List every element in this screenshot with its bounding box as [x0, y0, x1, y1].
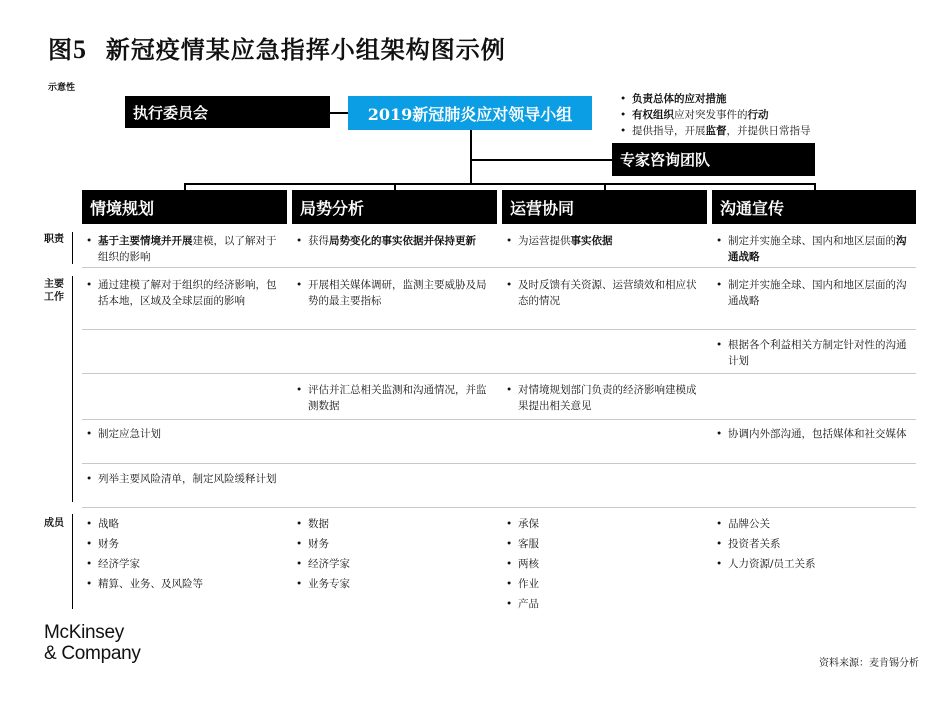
work-cell: • 通过建模了解对于组织的经济影响，包括本地，区域及全球层面的影响	[82, 277, 280, 309]
member-item: • 财务	[82, 534, 280, 554]
connector-drop-1	[184, 183, 186, 190]
member-item: • 战略	[82, 514, 280, 534]
duty-cell: • 制定并实施全球、国内和地区层面的沟通战略	[712, 233, 910, 265]
row-separator	[82, 373, 916, 374]
members-cell	[712, 514, 910, 574]
member-item: • 财务	[292, 534, 490, 554]
row-bracket-main-work	[72, 276, 73, 502]
work-cell: • 根据各个利益相关方制定针对性的沟通计划	[712, 337, 910, 369]
work-cell: • 列举主要风险清单，制定风险缓释计划	[82, 471, 280, 487]
duty-cell: • 获得局势变化的事实依据并保持更新	[292, 233, 490, 249]
duty-cell: • 为运营提供事实依据	[502, 233, 700, 249]
responsibility-item: • 有权组织应对突发事件的行动	[618, 107, 908, 123]
column-header-situation-analysis: 局势分析	[292, 190, 497, 224]
member-item: • 人力资源/员工关系	[712, 554, 910, 574]
member-item: • 作业	[502, 574, 700, 594]
member-item: • 两核	[502, 554, 700, 574]
work-cell: • 制定并实施全球、国内和地区层面的沟通战略	[712, 277, 910, 309]
row-label-duties: 职责	[44, 234, 64, 245]
column-header-scenario-planning: 情境规划	[82, 190, 287, 224]
responsibility-item: • 负责总体的应对措施	[618, 91, 908, 107]
mckinsey-logo: McKinsey & Company	[44, 622, 141, 664]
source-note: 资料来源：麦肯锡分析	[819, 658, 919, 669]
row-label-members: 成员	[44, 518, 64, 529]
row-label-main-work: 主要 工作	[44, 279, 64, 303]
member-item: • 产品	[502, 594, 700, 614]
member-item: • 经济学家	[292, 554, 490, 574]
page-title: 图5 新冠疫情某应急指挥小组架构图示例	[48, 35, 506, 64]
connector-exec-lead	[330, 112, 348, 114]
row-separator	[82, 463, 916, 464]
work-cell: • 及时反馈有关资源、运营绩效和相应状态的情况	[502, 277, 700, 309]
responsibility-item: • 提供指导，开展监督，并提供日常指导	[618, 123, 908, 139]
member-item: • 精算、业务、及风险等	[82, 574, 280, 594]
member-item: • 数据	[292, 514, 490, 534]
row-bracket-members	[72, 514, 73, 609]
work-cell: • 对情境规划部门负责的经济影响建模成果提出相关意见	[502, 382, 700, 414]
members-cell	[82, 514, 280, 594]
row-separator	[82, 267, 916, 268]
member-item: • 品牌公关	[712, 514, 910, 534]
row-separator	[82, 419, 916, 420]
work-cell: • 评估并汇总相关监测和沟通情况，并监测数据	[292, 382, 490, 414]
expert-team-box: 专家咨询团队	[612, 143, 815, 176]
column-header-operations: 运营协同	[502, 190, 707, 224]
member-item: • 投资者关系	[712, 534, 910, 554]
member-item: • 业务专家	[292, 574, 490, 594]
connector-expert	[470, 159, 612, 161]
connector-drop-2	[394, 183, 396, 190]
duty-cell: • 基于主要情境并开展建模，以了解对于组织的影响	[82, 233, 280, 265]
members-cell	[292, 514, 490, 594]
connector-drop-4	[814, 183, 816, 190]
work-cell: • 协调内外部沟通，包括媒体和社交媒体	[712, 426, 910, 442]
work-cell: • 开展相关媒体调研，监测主要威胁及局势的最主要指标	[292, 277, 490, 309]
row-separator	[82, 329, 916, 330]
member-item: • 客服	[502, 534, 700, 554]
connector-vertical-main	[470, 130, 472, 184]
work-cell: • 制定应急计划	[82, 426, 280, 442]
connector-drop-3	[604, 183, 606, 190]
members-cell	[502, 514, 700, 614]
leading-group-box: 2019新冠肺炎应对领导小组	[348, 96, 592, 130]
connector-horizontal-bar	[184, 183, 815, 185]
leading-group-responsibilities	[618, 91, 908, 139]
illustrative-note: 示意性	[48, 83, 76, 93]
member-item: • 承保	[502, 514, 700, 534]
executive-committee-box: 执行委员会	[125, 96, 330, 128]
column-header-communications: 沟通宣传	[712, 190, 916, 224]
member-item: • 经济学家	[82, 554, 280, 574]
row-separator	[82, 507, 916, 508]
row-bracket-duties	[72, 232, 73, 264]
